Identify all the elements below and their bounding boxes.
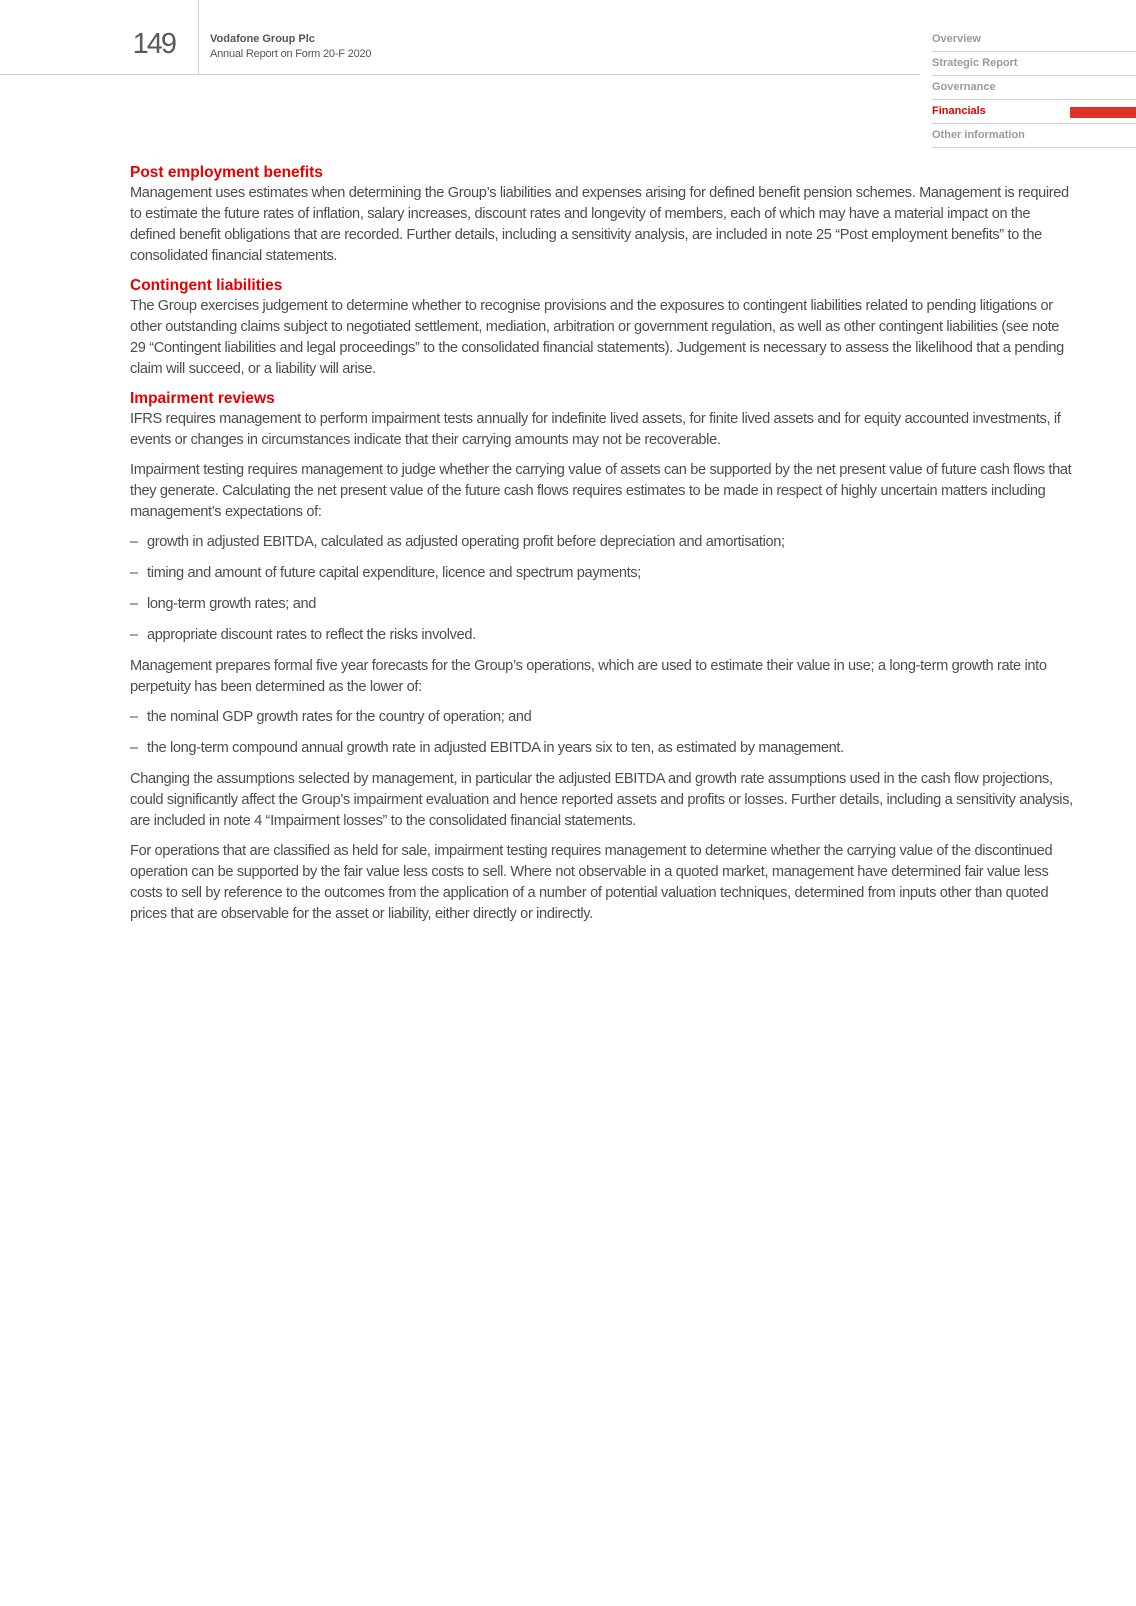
nav-item-label: Governance <box>932 81 996 93</box>
dash-bullet-icon: – <box>130 534 138 550</box>
list-item: – the long-term compound annual growth rate in adjusted EBITDA in years six to ten, as estimated by management. <box>130 738 1075 759</box>
paragraph: Impairment testing requires management to judge whether the carrying value of assets can be supported by the net present value of future cash flows that they generate. Calculating the net present value of the future cash flows requires estimates to be made in respect of highly uncertain matters including management’s expectations of: <box>130 462 1072 520</box>
page-number: 149 <box>132 28 175 60</box>
dash-bullet-icon: – <box>130 740 138 756</box>
expectations-list <box>130 532 1075 646</box>
paragraph: For operations that are classified as held for sale, impairment testing requires management to determine whether the carrying value of the discontinued operation can be supported by the fair value less costs to sell. Where not observable in a quoted market, management have determined fair value less costs to sell by reference to the outcomes from the application of a number of potential valuation techniques, determined from inputs other than quoted prices that are observable for the asset or liability, either directly or indirectly. <box>130 843 1053 922</box>
section-nav <box>932 28 1136 148</box>
paragraph: Management uses estimates when determining the Group’s liabilities and expenses arising for defined benefit pension schemes. Management is required to estimate the future rates of inflation, salary increases, discount rates and longevity of members, each of which may have a material impact on the defined benefit obligations that are recorded. Further details, including a sensitivity analysis, are included in note 25 “Post employment benefits” to the consolidated financial statements. <box>130 185 1069 264</box>
paragraph: Management prepares formal five year forecasts for the Group’s operations, which are used to estimate their value in use; a long-term growth rate into perpetuity has been determined as the lower of: <box>130 658 1047 695</box>
nav-item-label: Financials <box>932 105 986 117</box>
nav-item-strategic-report[interactable] <box>932 52 1136 76</box>
dash-bullet-icon: – <box>130 709 138 725</box>
dash-bullet-icon: – <box>130 565 138 581</box>
nav-item-financials[interactable] <box>932 100 1136 124</box>
nav-item-other-information[interactable] <box>932 124 1136 148</box>
main-content <box>130 163 1075 934</box>
section-heading: Contingent liabilities <box>130 277 283 294</box>
header-divider <box>198 0 199 74</box>
list-item: – timing and amount of future capital expenditure, licence and spectrum payments; <box>130 563 1075 584</box>
list-item: – the nominal GDP growth rates for the country of operation; and <box>130 707 1075 728</box>
section-contingent-liabilities <box>130 276 1075 380</box>
list-item: – appropriate discount rates to reflect the risks involved. <box>130 625 1075 646</box>
header-rule <box>0 74 920 75</box>
list-item: – long-term growth rates; and <box>130 594 1075 615</box>
report-title: Annual Report on Form 20-F 2020 <box>210 48 372 60</box>
section-post-employment-benefits <box>130 163 1075 267</box>
section-impairment-reviews <box>130 389 1075 925</box>
paragraph: Changing the assumptions selected by management, in particular the adjusted EBITDA and growth rate assumptions used in the cash flow projections, could significantly affect the Group’s impairment evaluation and hence reported assets and profits or losses. Further details, including a sensitivity analysis, are included in note 4 “Impairment losses” to the consolidated financial statements. <box>130 771 1073 829</box>
nav-item-label: Overview <box>932 33 981 45</box>
active-section-indicator <box>1070 107 1136 118</box>
section-heading: Post employment benefits <box>130 164 323 181</box>
paragraph: IFRS requires management to perform impairment tests annually for indefinite lived assets, for finite lived assets and for equity accounted investments, if events or changes in circumstances indicate that their carrying amounts may not be recoverable. <box>130 411 1061 448</box>
growth-rate-list <box>130 707 1075 759</box>
paragraph: The Group exercises judgement to determine whether to recognise provisions and the exposures to contingent liabilities related to pending litigations or other outstanding claims subject to negotiated settlement, mediation, arbitration or government regulation, as well as other contingent liabilities (see note 29 “Contingent liabilities and legal proceedings” to the consolidated financial statements). Judgement is necessary to assess the likelihood that a pending claim will succeed, or a liability will arise. <box>130 298 1064 377</box>
nav-item-governance[interactable] <box>932 76 1136 100</box>
nav-item-label: Other information <box>932 129 1025 141</box>
company-name: Vodafone Group Plc <box>210 33 315 45</box>
dash-bullet-icon: – <box>130 596 138 612</box>
nav-item-label: Strategic Report <box>932 57 1018 69</box>
nav-item-overview[interactable] <box>932 28 1136 52</box>
list-item: – growth in adjusted EBITDA, calculated as adjusted operating profit before depreciation and amortisation; <box>130 532 1075 553</box>
dash-bullet-icon: – <box>130 627 138 643</box>
section-heading: Impairment reviews <box>130 390 275 407</box>
